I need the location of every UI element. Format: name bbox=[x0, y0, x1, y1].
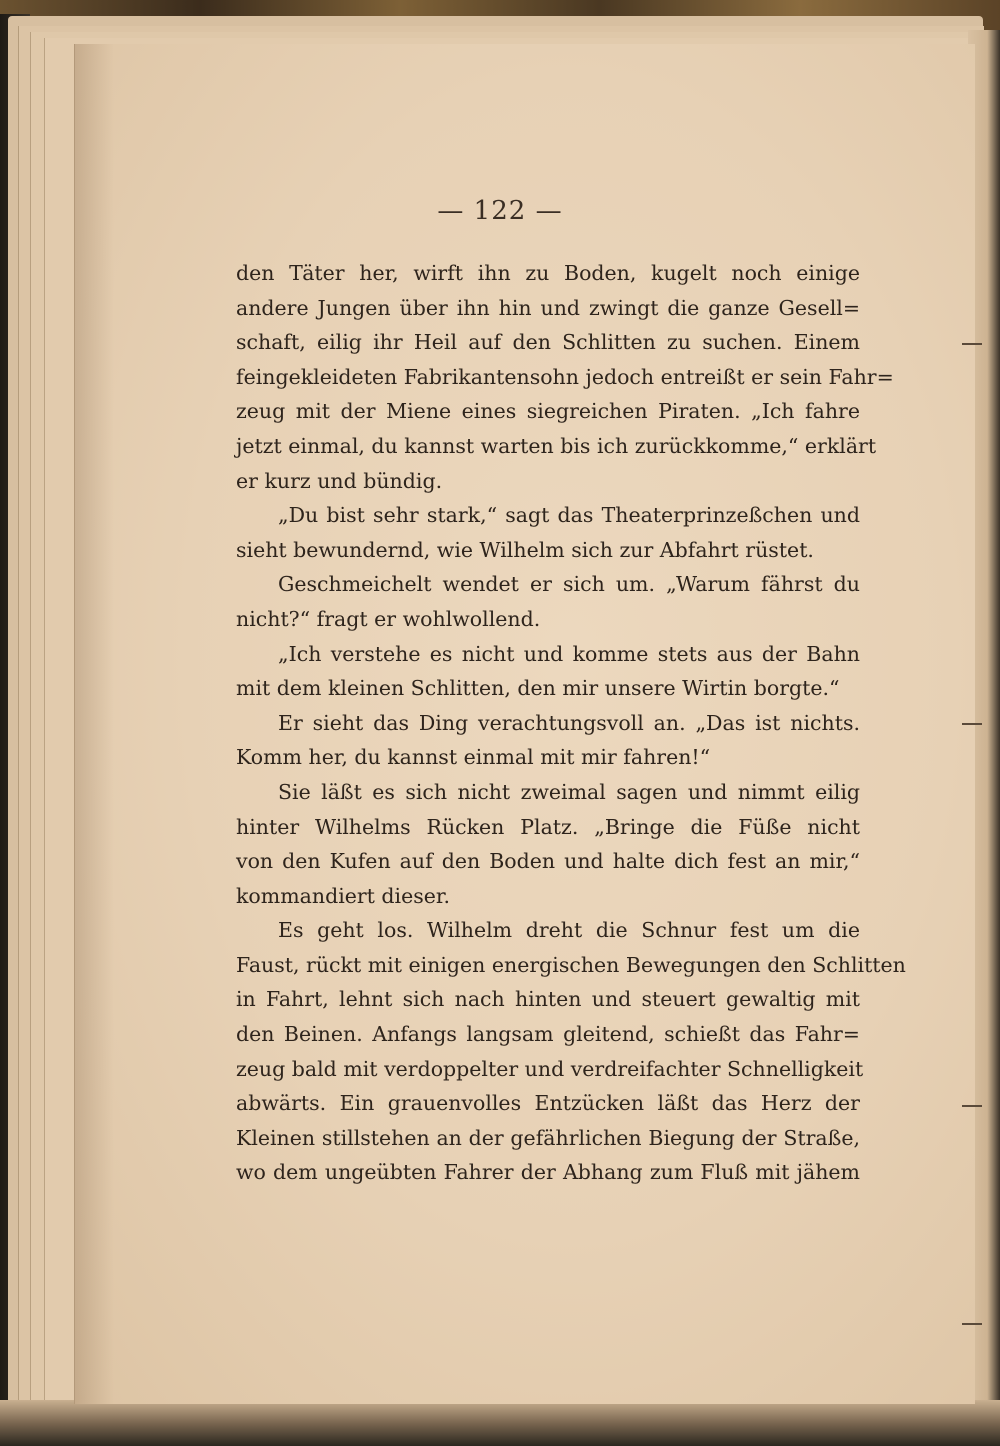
text-line: hinter Wilhelms Rücken Platz. „Bringe die Füße nicht bbox=[236, 814, 860, 839]
body-text bbox=[236, 256, 906, 1190]
text-line: sieht bewundernd, wie Wilhelm sich zur Abfahrt rüstet. bbox=[236, 537, 814, 562]
text-line: den Täter her, wirft ihn zu Boden, kugelt noch einige bbox=[236, 261, 860, 285]
text-line: Er sieht das Ding verachtungsvoll an. „Das ist nichts. bbox=[278, 710, 860, 735]
margin-mark bbox=[962, 1105, 982, 1107]
text-line: andere Jungen über ihn hin und zwingt die ganze Gesell= bbox=[236, 295, 860, 320]
text-line: nicht?“ fragt er wohlwollend. bbox=[236, 606, 541, 631]
book-bottom-edge bbox=[0, 1400, 1000, 1446]
text-line: schaft, eilig ihr Heil auf den Schlitten zu suchen. Einem bbox=[236, 330, 860, 355]
text-line: feingekleideten Fabrikantensohn jedoch entreißt er sein Fahr= bbox=[236, 364, 894, 389]
text-line: „Du bist sehr stark,“ sagt das Theaterprinzeßchen und bbox=[278, 503, 860, 528]
gutter-shadow bbox=[74, 44, 114, 1404]
text-line: Faust, rückt mit einigen energischen Bewegungen den Schlitten bbox=[236, 952, 906, 977]
text-line: kommandiert dieser. bbox=[236, 883, 450, 908]
text-line: jetzt einmal, du kannst warten bis ich zurückkomme,“ erklärt bbox=[236, 433, 877, 458]
margin-mark bbox=[962, 723, 982, 725]
text-line: Sie läßt es sich nicht zweimal sagen und nimmt eilig bbox=[278, 779, 860, 804]
text-line: von den Kufen auf den Boden und halte dich fest an mir,“ bbox=[236, 849, 860, 874]
text-line: abwärts. Ein grauenvolles Entzücken läßt das Herz der bbox=[236, 1091, 860, 1116]
text-line: Komm her, du kannst einmal mit mir fahren!“ bbox=[236, 745, 711, 770]
text-line: in Fahrt, lehnt sich nach hinten und steuert gewaltig mit bbox=[236, 987, 860, 1012]
text-line: mit dem kleinen Schlitten, den mir unsere Wirtin borgte.“ bbox=[236, 676, 840, 701]
text-line: er kurz und bündig. bbox=[236, 468, 443, 493]
margin-mark bbox=[962, 343, 982, 345]
text-line: zeug bald mit verdoppelter und verdreifachter Schnelligkeit bbox=[236, 1056, 864, 1081]
page-number: — 122 — bbox=[437, 196, 563, 226]
text-line: wo dem ungeübten Fahrer der Abhang zum Fluß mit jähem bbox=[236, 1160, 860, 1185]
text-line: den Beinen. Anfangs langsam gleitend, schießt das Fahr= bbox=[236, 1022, 860, 1047]
text-line: „Ich verstehe es nicht und komme stets aus der Bahn bbox=[278, 641, 860, 666]
margin-mark bbox=[962, 1323, 982, 1325]
text-line: Kleinen stillstehen an der gefährlichen Biegung der Straße, bbox=[236, 1125, 860, 1150]
text-line: Es geht los. Wilhelm dreht die Schnur fest um die bbox=[278, 918, 860, 943]
text-line: zeug mit der Miene eines siegreichen Piraten. „Ich fahre bbox=[236, 399, 860, 424]
text-line: Geschmeichelt wendet er sich um. „Warum fährst du bbox=[278, 572, 860, 597]
